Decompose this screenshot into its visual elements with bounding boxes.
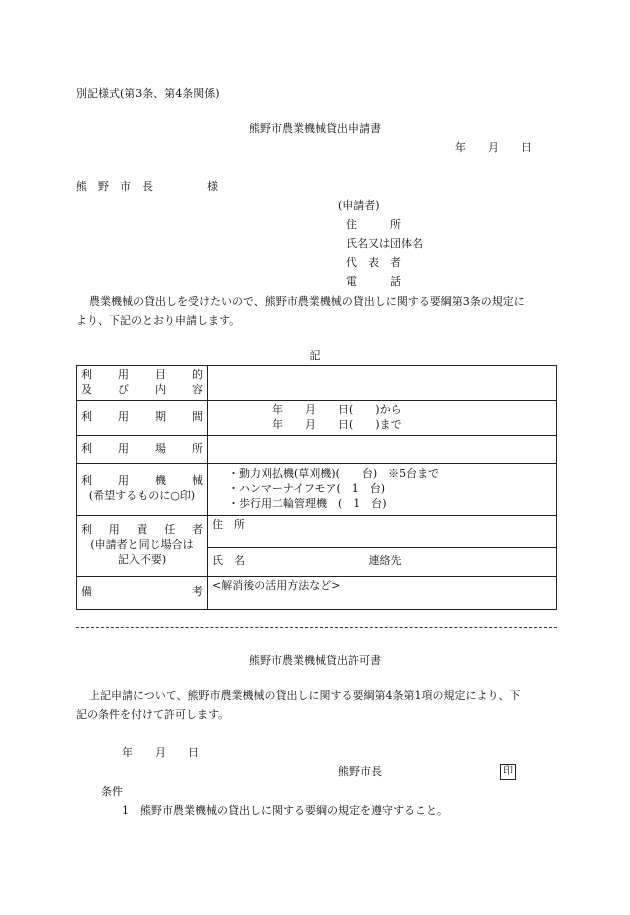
purpose-value[interactable] [208, 366, 557, 401]
cut-line-divider [76, 627, 557, 628]
purpose-label-1: 利用目的 [81, 368, 203, 382]
permit-line-1: 上記申請について、熊野市農業機械の貸出しに関する要綱第4条第1項の規定により、下 [89, 689, 521, 702]
responsible-address-label: 住 所 [212, 517, 245, 531]
applicant-name-label: 氏名又は団体名 [346, 237, 423, 250]
period-label-cell [77, 401, 208, 436]
seal-box: 印 [500, 764, 516, 780]
applicant-address-label: 住 所 [346, 218, 401, 231]
conditions-label: 条件 [101, 785, 123, 798]
row-remarks [77, 576, 557, 609]
applicant-representative-label: 代 表 者 [346, 256, 401, 269]
period-value[interactable] [208, 401, 557, 436]
remarks-label-cell [77, 576, 208, 609]
place-value[interactable] [208, 435, 557, 463]
responsible-address-cell[interactable] [208, 515, 557, 547]
machine-option-brush-cutter[interactable]: ・動力刈払機(草刈機)( 台) ※5台まで [228, 466, 440, 480]
responsible-note-1: (申請者と同じ場合は [90, 538, 194, 552]
application-table [76, 365, 557, 610]
period-from: 年 月 日( )から [272, 403, 402, 416]
remarks-hint: <解消後の活用方法など> [212, 578, 341, 592]
place-label-cell [77, 435, 208, 463]
applicant-phone-label: 電 話 [346, 275, 401, 288]
condition-item-1: 1 熊野市農業機械の貸出しに関する要綱の規定を遵守すること。 [122, 804, 448, 817]
permit-date: 年 月 日 [122, 746, 199, 759]
row-machine [77, 463, 557, 515]
machine-options[interactable] [208, 463, 557, 515]
responsible-label: 利用責任者 [81, 523, 203, 537]
intro-line-2: より、下記のとおり申請します。 [76, 314, 241, 327]
addressee-honorific: 様 [207, 180, 218, 193]
machine-label: 利用機械 [81, 474, 203, 488]
purpose-label-2: 及び内容 [81, 383, 203, 396]
permit-issuer: 熊野市長 [338, 765, 382, 778]
row-period [77, 401, 557, 436]
machine-option-walking-tiller[interactable]: ・歩行用二輪管理機 ( 1 台) [228, 496, 387, 510]
permit-line-2: 記の条件を付けて許可します。 [76, 708, 230, 721]
intro-line-1: 農業機械の貸出しを受けたいので、熊野市農業機械の貸出しに関する要綱第3条の規定に [89, 295, 525, 308]
form-reference: 別記様式(第3条、第4条関係) [76, 87, 220, 100]
machine-label-cell [77, 463, 208, 515]
machine-option-hammer-knife-mower[interactable]: ・ハンマーナイフモア( 1 台) [228, 481, 386, 495]
responsible-name-cell[interactable] [208, 547, 557, 576]
permit-title: 熊野市農業機械貸出許可書 [249, 654, 381, 667]
row-responsible-address [77, 515, 557, 547]
remarks-value[interactable] [208, 576, 557, 609]
responsible-note-2: 記入不要) [117, 553, 167, 567]
period-label: 利用期間 [81, 410, 203, 424]
period-to: 年 月 日( )まで [272, 417, 402, 431]
application-title: 熊野市農業機械貸出申請書 [249, 122, 381, 135]
machine-note: (希望するものに○印) [88, 489, 196, 503]
ki-heading: 記 [309, 349, 321, 362]
addressee: 熊 野 市 長 [76, 180, 153, 193]
row-place [77, 435, 557, 463]
responsible-contact-label: 連絡先 [368, 554, 402, 568]
responsible-name-label: 氏 名 [212, 554, 245, 568]
responsible-label-cell [77, 515, 208, 576]
application-date: 年 月 日 [455, 141, 532, 154]
row-purpose [77, 366, 557, 401]
applicant-heading: (申請者) [338, 199, 380, 212]
place-label: 利用場所 [81, 441, 203, 455]
remarks-label: 備考 [81, 585, 203, 599]
purpose-label-cell [77, 366, 208, 401]
